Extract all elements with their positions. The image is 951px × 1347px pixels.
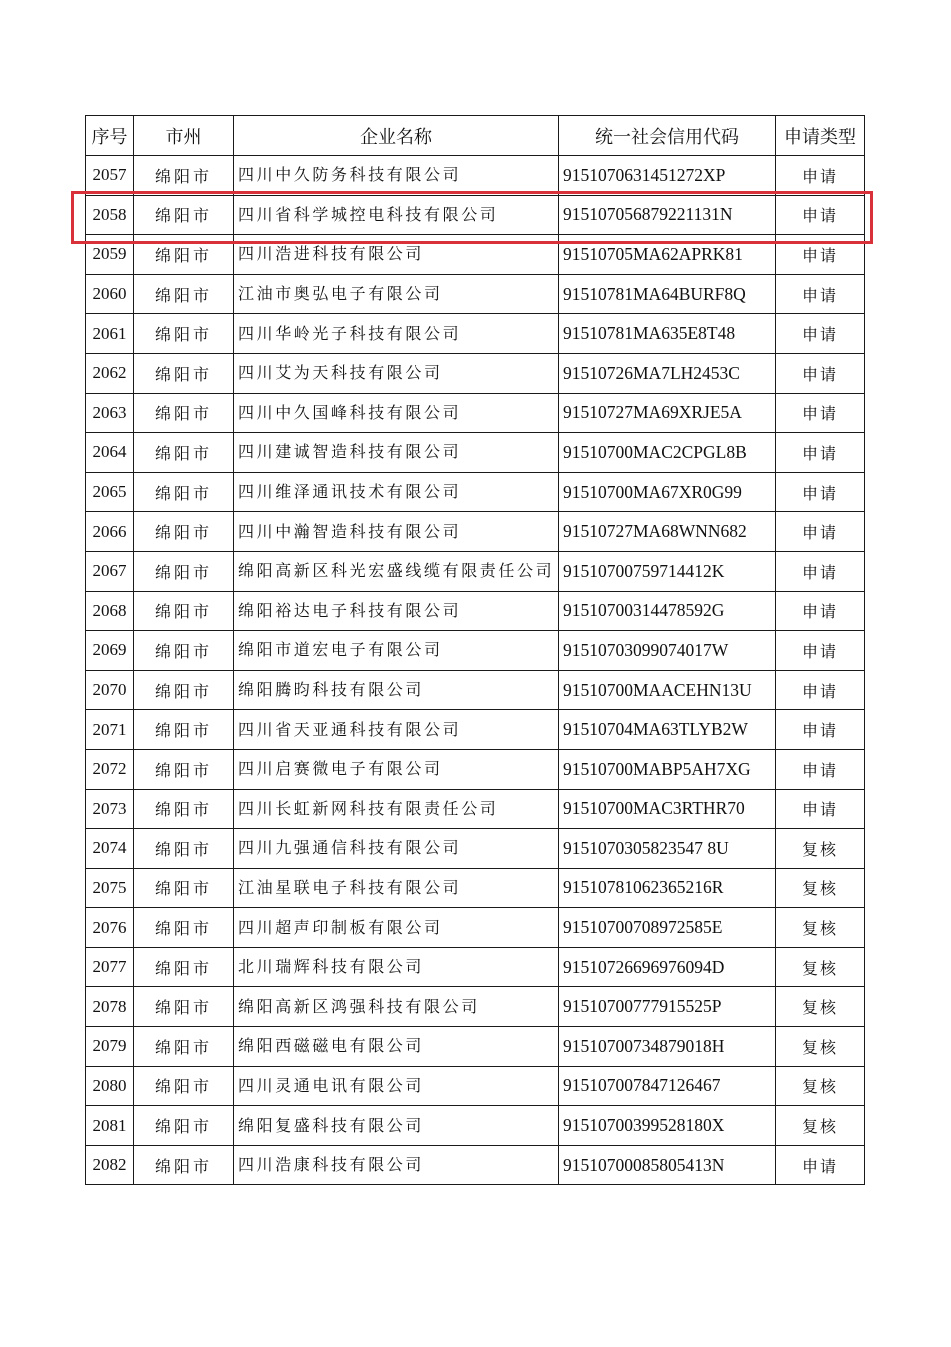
- row-city: 绵阳市: [134, 235, 234, 275]
- table-row: [86, 1027, 865, 1067]
- row-credit-code: 91510700777915525P: [559, 987, 776, 1027]
- row-application-type: 申请: [776, 670, 865, 710]
- row-application-type: 申请: [776, 235, 865, 275]
- row-city: 绵阳市: [134, 987, 234, 1027]
- table-row: [86, 908, 865, 948]
- table-row: [86, 1066, 865, 1106]
- row-credit-code: 91510781MA635E8T48: [559, 314, 776, 354]
- row-city: 绵阳市: [134, 393, 234, 433]
- row-credit-code: 91510704MA63TLYB2W: [559, 710, 776, 750]
- row-credit-code: 9151070305823547 8U: [559, 829, 776, 869]
- row-city: 绵阳市: [134, 156, 234, 196]
- row-company-name: 四川灵通电讯有限公司: [234, 1066, 559, 1106]
- row-company-name: 绵阳高新区鸿强科技有限公司: [234, 987, 559, 1027]
- table-row: [86, 829, 865, 869]
- row-application-type: 复核: [776, 1106, 865, 1146]
- row-seq: 2063: [86, 393, 134, 433]
- row-company-name: 四川九强通信科技有限公司: [234, 829, 559, 869]
- row-company-name: 四川中瀚智造科技有限公司: [234, 512, 559, 552]
- row-seq: 2069: [86, 631, 134, 671]
- row-seq: 2077: [86, 947, 134, 987]
- row-company-name: 江油星联电子科技有限公司: [234, 868, 559, 908]
- row-credit-code: 91510700MAC3RTHR70: [559, 789, 776, 829]
- row-city: 绵阳市: [134, 631, 234, 671]
- row-city: 绵阳市: [134, 353, 234, 393]
- table-row: [86, 512, 865, 552]
- header-credit-code: 统一社会信用代码: [559, 116, 776, 156]
- table-row: [86, 195, 865, 235]
- row-seq: 2079: [86, 1027, 134, 1067]
- row-credit-code: 91510700734879018H: [559, 1027, 776, 1067]
- row-city: 绵阳市: [134, 789, 234, 829]
- row-city: 绵阳市: [134, 1027, 234, 1067]
- row-seq: 2072: [86, 749, 134, 789]
- row-credit-code: 91510726MA7LH2453C: [559, 353, 776, 393]
- table-row: [86, 393, 865, 433]
- row-application-type: 申请: [776, 472, 865, 512]
- row-city: 绵阳市: [134, 433, 234, 473]
- row-city: 绵阳市: [134, 195, 234, 235]
- row-credit-code: 91510700MAACEHN13U: [559, 670, 776, 710]
- row-application-type: 复核: [776, 908, 865, 948]
- table-row: [86, 1145, 865, 1185]
- row-city: 绵阳市: [134, 710, 234, 750]
- row-credit-code: 91510700759714412K: [559, 551, 776, 591]
- row-city: 绵阳市: [134, 1066, 234, 1106]
- row-application-type: 申请: [776, 156, 865, 196]
- row-city: 绵阳市: [134, 829, 234, 869]
- row-credit-code: 91510700708972585E: [559, 908, 776, 948]
- row-credit-code: 915107056879221131N: [559, 195, 776, 235]
- row-seq: 2062: [86, 353, 134, 393]
- row-company-name: 四川省天亚通科技有限公司: [234, 710, 559, 750]
- row-application-type: 复核: [776, 868, 865, 908]
- row-credit-code: 91510700MA67XR0G99: [559, 472, 776, 512]
- row-city: 绵阳市: [134, 947, 234, 987]
- row-application-type: 申请: [776, 433, 865, 473]
- header-application-type: 申请类型: [776, 116, 865, 156]
- row-company-name: 四川超声印制板有限公司: [234, 908, 559, 948]
- row-credit-code: 91510705MA62APRK81: [559, 235, 776, 275]
- row-seq: 2081: [86, 1106, 134, 1146]
- table-body: [86, 156, 865, 1185]
- table-row: [86, 551, 865, 591]
- row-application-type: 申请: [776, 393, 865, 433]
- row-city: 绵阳市: [134, 908, 234, 948]
- table-header-row: [86, 116, 865, 156]
- table-row: [86, 433, 865, 473]
- row-company-name: 绵阳高新区科光宏盛线缆有限责任公司: [234, 551, 559, 591]
- row-seq: 2074: [86, 829, 134, 869]
- row-city: 绵阳市: [134, 314, 234, 354]
- row-application-type: 申请: [776, 512, 865, 552]
- row-company-name: 绵阳复盛科技有限公司: [234, 1106, 559, 1146]
- row-city: 绵阳市: [134, 1106, 234, 1146]
- row-application-type: 申请: [776, 591, 865, 631]
- row-seq: 2057: [86, 156, 134, 196]
- row-application-type: 复核: [776, 1027, 865, 1067]
- row-company-name: 绵阳裕达电子科技有限公司: [234, 591, 559, 631]
- row-application-type: 复核: [776, 829, 865, 869]
- row-city: 绵阳市: [134, 670, 234, 710]
- table-row: [86, 156, 865, 196]
- table-row: [86, 1106, 865, 1146]
- row-city: 绵阳市: [134, 749, 234, 789]
- row-credit-code: 91510727MA68WNN682: [559, 512, 776, 552]
- row-credit-code: 91510703099074017W: [559, 631, 776, 671]
- table-row: [86, 472, 865, 512]
- row-company-name: 四川维泽通讯技术有限公司: [234, 472, 559, 512]
- row-seq: 2071: [86, 710, 134, 750]
- table-row: [86, 868, 865, 908]
- row-city: 绵阳市: [134, 1145, 234, 1185]
- row-application-type: 申请: [776, 789, 865, 829]
- row-company-name: 四川建诚智造科技有限公司: [234, 433, 559, 473]
- row-credit-code: 91510726696976094D: [559, 947, 776, 987]
- row-company-name: 四川艾为天科技有限公司: [234, 353, 559, 393]
- row-company-name: 绵阳市道宏电子有限公司: [234, 631, 559, 671]
- row-company-name: 绵阳腾昀科技有限公司: [234, 670, 559, 710]
- row-seq: 2078: [86, 987, 134, 1027]
- row-company-name: 四川中久防务科技有限公司: [234, 156, 559, 196]
- table-row: [86, 789, 865, 829]
- table-row: [86, 631, 865, 671]
- row-application-type: 申请: [776, 314, 865, 354]
- row-company-name: 四川启赛微电子有限公司: [234, 749, 559, 789]
- row-city: 绵阳市: [134, 868, 234, 908]
- table-row: [86, 314, 865, 354]
- row-seq: 2061: [86, 314, 134, 354]
- table-row: [86, 710, 865, 750]
- row-application-type: 申请: [776, 274, 865, 314]
- row-seq: 2068: [86, 591, 134, 631]
- table-row: [86, 987, 865, 1027]
- row-credit-code: 9151070631451272XP: [559, 156, 776, 196]
- row-seq: 2073: [86, 789, 134, 829]
- row-company-name: 江油市奥弘电子有限公司: [234, 274, 559, 314]
- row-city: 绵阳市: [134, 591, 234, 631]
- row-city: 绵阳市: [134, 274, 234, 314]
- table-row: [86, 591, 865, 631]
- row-credit-code: 915107007847126467: [559, 1066, 776, 1106]
- row-application-type: 申请: [776, 551, 865, 591]
- row-company-name: 四川浩康科技有限公司: [234, 1145, 559, 1185]
- row-company-name: 绵阳西磁磁电有限公司: [234, 1027, 559, 1067]
- table-row: [86, 947, 865, 987]
- row-credit-code: 91510700MAC2CPGL8B: [559, 433, 776, 473]
- row-credit-code: 91510700399528180X: [559, 1106, 776, 1146]
- row-seq: 2070: [86, 670, 134, 710]
- row-seq: 2082: [86, 1145, 134, 1185]
- enterprise-table: [85, 115, 865, 1185]
- row-credit-code: 91510781MA64BURF8Q: [559, 274, 776, 314]
- row-application-type: 复核: [776, 947, 865, 987]
- row-application-type: 复核: [776, 987, 865, 1027]
- row-credit-code: 91510781062365216R: [559, 868, 776, 908]
- row-company-name: 四川长虹新网科技有限责任公司: [234, 789, 559, 829]
- row-company-name: 四川中久国峰科技有限公司: [234, 393, 559, 433]
- row-seq: 2058: [86, 195, 134, 235]
- row-city: 绵阳市: [134, 512, 234, 552]
- row-seq: 2064: [86, 433, 134, 473]
- header-city: 市州: [134, 116, 234, 156]
- header-company-name: 企业名称: [234, 116, 559, 156]
- row-application-type: 申请: [776, 353, 865, 393]
- row-seq: 2076: [86, 908, 134, 948]
- row-application-type: 申请: [776, 195, 865, 235]
- row-city: 绵阳市: [134, 551, 234, 591]
- row-seq: 2066: [86, 512, 134, 552]
- row-application-type: 申请: [776, 1145, 865, 1185]
- table-row: [86, 353, 865, 393]
- header-seq: 序号: [86, 116, 134, 156]
- row-application-type: 申请: [776, 749, 865, 789]
- table-row: [86, 274, 865, 314]
- row-seq: 2067: [86, 551, 134, 591]
- table-row: [86, 749, 865, 789]
- row-application-type: 申请: [776, 710, 865, 750]
- row-seq: 2059: [86, 235, 134, 275]
- row-company-name: 四川省科学城控电科技有限公司: [234, 195, 559, 235]
- row-application-type: 申请: [776, 631, 865, 671]
- row-seq: 2060: [86, 274, 134, 314]
- table-row: [86, 670, 865, 710]
- row-credit-code: 91510727MA69XRJE5A: [559, 393, 776, 433]
- row-company-name: 四川浩进科技有限公司: [234, 235, 559, 275]
- row-company-name: 四川华岭光子科技有限公司: [234, 314, 559, 354]
- row-city: 绵阳市: [134, 472, 234, 512]
- row-seq: 2075: [86, 868, 134, 908]
- row-seq: 2065: [86, 472, 134, 512]
- row-seq: 2080: [86, 1066, 134, 1106]
- row-company-name: 北川瑞辉科技有限公司: [234, 947, 559, 987]
- row-application-type: 复核: [776, 1066, 865, 1106]
- row-credit-code: 91510700314478592G: [559, 591, 776, 631]
- row-credit-code: 91510700MABP5AH7XG: [559, 749, 776, 789]
- row-credit-code: 91510700085805413N: [559, 1145, 776, 1185]
- table-row: [86, 235, 865, 275]
